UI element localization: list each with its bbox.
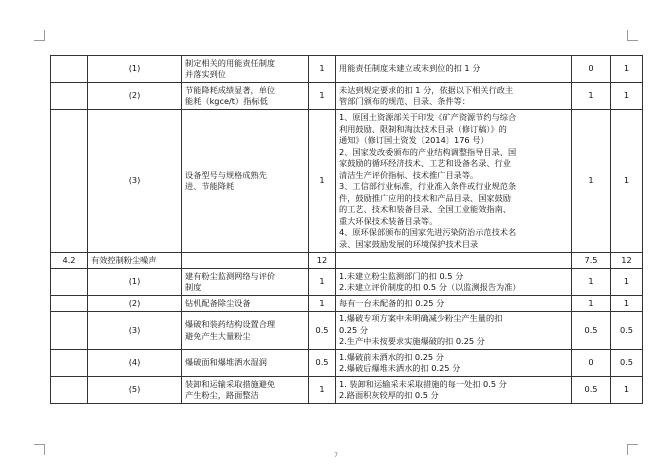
item-number-cell: (5) xyxy=(88,377,182,404)
section-number-cell xyxy=(51,110,88,253)
deduction-cell: 1 xyxy=(572,296,611,312)
criteria-cell: 1.爆破前未洒水的扣 0.25 分 2.爆破后爆堆未洒水的扣 0.25 分 xyxy=(336,350,572,377)
total-cell: 1 xyxy=(611,296,643,312)
section-number-cell xyxy=(51,269,88,296)
table-row xyxy=(51,350,643,377)
deduction-cell: 7.5 xyxy=(572,253,611,269)
total-cell: 0.5 xyxy=(611,312,643,350)
item-number-cell: (3) xyxy=(88,312,182,350)
score-cell: 12 xyxy=(309,253,336,269)
deduction-cell: 0 xyxy=(572,56,611,83)
item-number-cell: (2) xyxy=(88,296,182,312)
criteria-cell: 1. 装卸和运输采未采取措施的每一处扣 0.5 分 2.路面积灰较厚的扣 0.5 分 xyxy=(336,377,572,404)
score-cell: 1 xyxy=(309,110,336,253)
item-description-cell: 建有粉尘监测网络与评价 制度 xyxy=(182,269,309,296)
item-number-cell: (1) xyxy=(88,56,182,83)
score-cell: 0.5 xyxy=(309,350,336,377)
criteria-cell: 1.未建立粉尘监测部门的扣 0.5 分 2.未建立评价制度的扣 0.5 分（以监测报告为准） xyxy=(336,269,572,296)
table-row xyxy=(51,312,643,350)
item-description-cell: 爆破和装药结构设置合理 避免产生大量粉尘 xyxy=(182,312,309,350)
crop-mark-top-left xyxy=(34,30,45,41)
section-number-cell xyxy=(51,350,88,377)
section-number-cell xyxy=(51,83,88,110)
item-description-cell: 钻机配备除尘设备 xyxy=(182,296,309,312)
table-row xyxy=(51,269,643,296)
crop-mark-top-right xyxy=(627,30,638,41)
total-cell: 0.5 xyxy=(611,350,643,377)
score-cell: 1 xyxy=(309,296,336,312)
criteria-cell xyxy=(336,253,572,269)
table-row xyxy=(51,56,643,83)
evaluation-table xyxy=(50,55,643,404)
score-cell: 1 xyxy=(309,56,336,83)
item-description-cell xyxy=(182,253,309,269)
criteria-cell: 未达到规定要求的扣 1 分，依据以下相关行政主 管部门颁布的规范、目录、条件等： xyxy=(336,83,572,110)
table-row xyxy=(51,83,643,110)
table-row xyxy=(51,377,643,404)
score-cell: 1 xyxy=(309,269,336,296)
section-title-cell: 有效控制粉尘噪声 xyxy=(88,253,182,269)
criteria-cell: 1、原国土资源部关于印发《矿产资源节约与综合 利用鼓励、限制和淘汰技术目录（修订稿）》的 通知》（修订国土资发〔2014〕176 号） 2、国家发改委颁布的产业结构调整指导目录、国 家鼓励的循环经济技术、工艺和设备名录、行业 清洁生产评价指标、技术推广目录等。 3、工信部行业标准，行业准入条件或行业规范条 件，鼓励推广应用的技术和产品目录、国家鼓励 的工艺、技术和装备目录、全国工业能效指南、 重大环保技术装备目录等。 4、原环保部颁布的国家先进污染防治示范技术名 录、国家鼓励发展的环境保护技术目录 xyxy=(336,110,572,253)
total-cell: 1 xyxy=(611,56,643,83)
table-row xyxy=(51,296,643,312)
section-number-cell xyxy=(51,56,88,83)
item-description-cell: 爆破面和爆堆洒水湿润 xyxy=(182,350,309,377)
total-cell: 1 xyxy=(611,269,643,296)
item-number-cell: (4) xyxy=(88,350,182,377)
criteria-cell: 1.爆破专项方案中未明确减少粉尘产生量的扣 0.25 分 2.生产中未按要求实施爆破的扣 0.25 分 xyxy=(336,312,572,350)
item-description-cell: 制定相关的用能责任制度 并落实到位 xyxy=(182,56,309,83)
item-description-cell: 装卸和运输采取措施避免 产生粉尘，路面整洁 xyxy=(182,377,309,404)
item-number-cell: (3) xyxy=(88,110,182,253)
deduction-cell: 1 xyxy=(572,110,611,253)
score-cell: 1 xyxy=(309,83,336,110)
criteria-cell: 用能责任制度未建立或未到位的扣 1 分 xyxy=(336,56,572,83)
section-number-cell: 4.2 xyxy=(51,253,88,269)
deduction-cell: 1 xyxy=(572,83,611,110)
section-number-cell xyxy=(51,312,88,350)
table-row xyxy=(51,253,643,269)
deduction-cell: 0 xyxy=(572,350,611,377)
total-cell: 1 xyxy=(611,377,643,404)
table-row xyxy=(51,110,643,253)
total-cell: 1 xyxy=(611,83,643,110)
score-cell: 1 xyxy=(309,377,336,404)
deduction-cell: 0.5 xyxy=(572,312,611,350)
score-cell: 0.5 xyxy=(309,312,336,350)
section-number-cell xyxy=(51,377,88,404)
criteria-cell: 每有一台未配备的扣 0.25 分 xyxy=(336,296,572,312)
total-cell: 1 xyxy=(611,110,643,253)
section-number-cell xyxy=(51,296,88,312)
deduction-cell: 1 xyxy=(572,269,611,296)
deduction-cell: 0.5 xyxy=(572,377,611,404)
item-number-cell: (2) xyxy=(88,83,182,110)
item-description-cell: 设备型号与规格成熟先 进、节能降耗 xyxy=(182,110,309,253)
item-description-cell: 节能降耗成绩显著，单位 能耗（kgce/t）指标低 xyxy=(182,83,309,110)
item-number-cell: (1) xyxy=(88,269,182,296)
total-cell: 12 xyxy=(611,253,643,269)
page-number: 7 xyxy=(334,452,338,459)
